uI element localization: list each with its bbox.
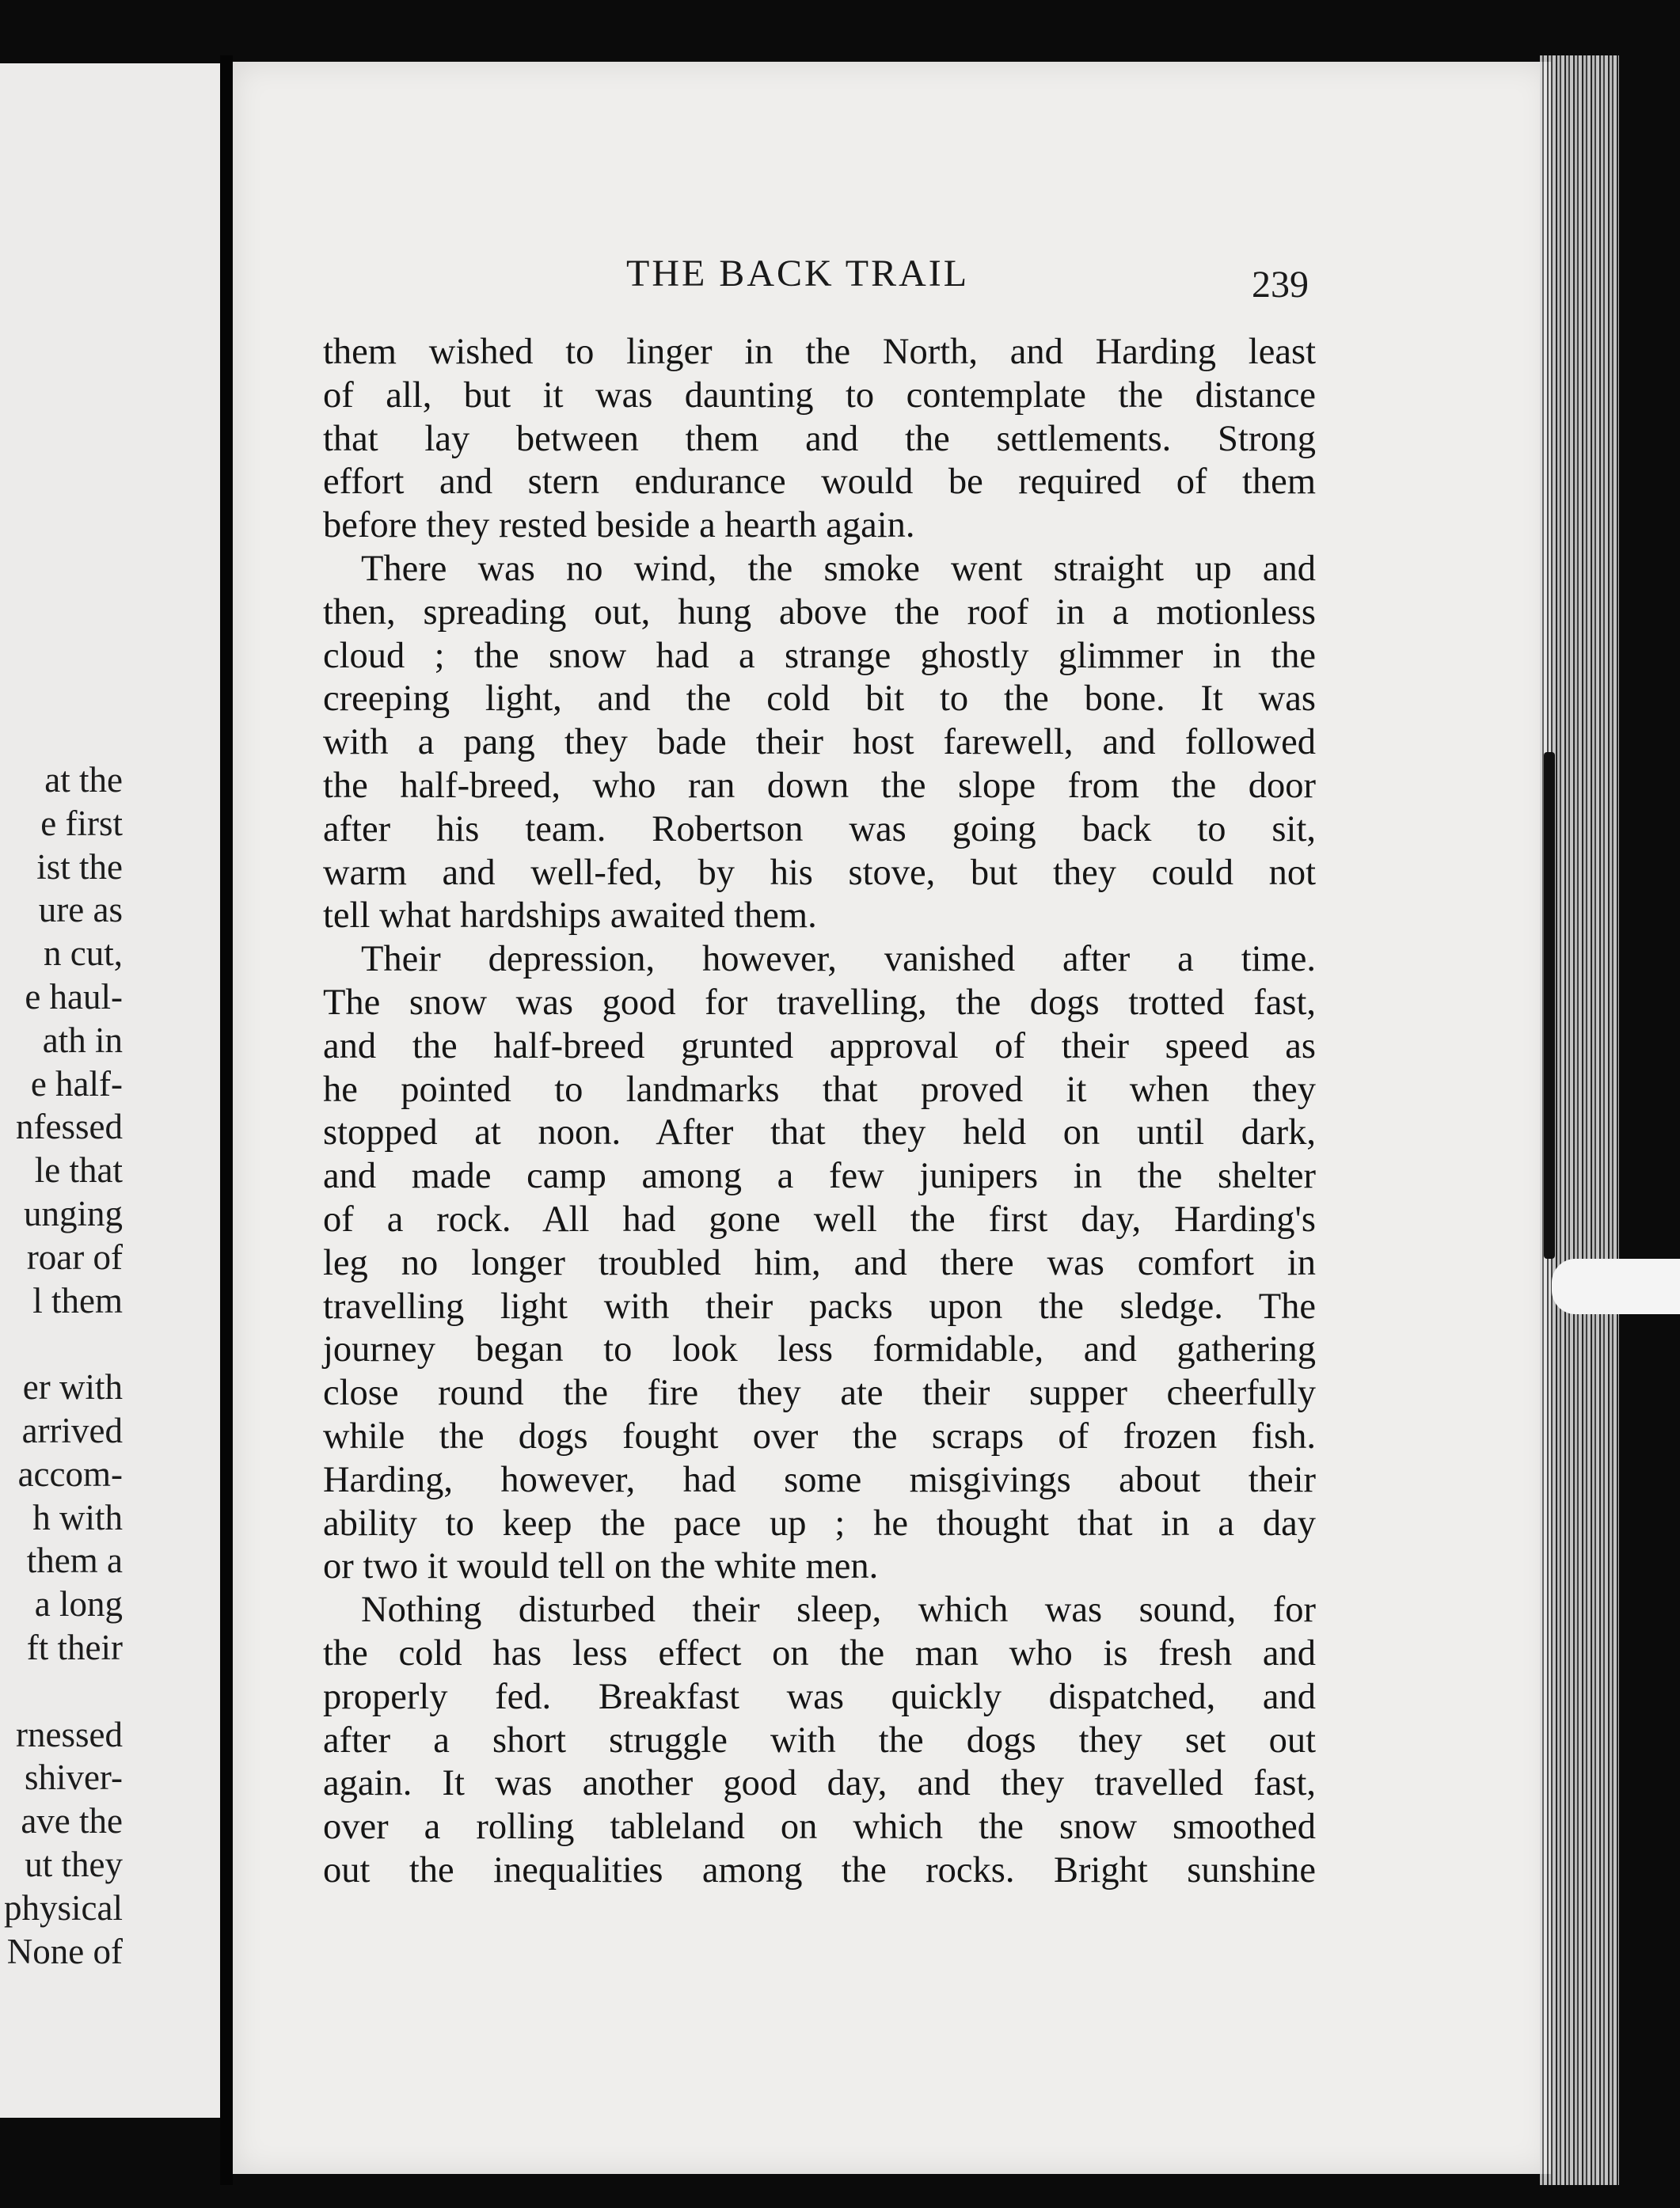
body-line: with a pang they bade their host farewell, and followed: [323, 722, 1316, 763]
left-page-line: e half-: [30, 1063, 123, 1104]
body-line: Their depression, however, vanished after a time.: [361, 939, 1316, 980]
left-page-line: [0, 1322, 123, 1366]
running-head: THE BACK TRAIL: [626, 253, 970, 295]
left-page-line: them a: [26, 1541, 123, 1581]
left-page-line: nfessed: [16, 1107, 123, 1147]
body-line: after his team. Robertson was going back to sit,: [323, 808, 1316, 849]
left-page-line: physical: [4, 1887, 123, 1928]
left-page-line: a long: [34, 1584, 123, 1625]
body-line: of a rock. All had gone well the first day, Harding's: [323, 1199, 1316, 1240]
body-line: the cold has less effect on the man who is fresh and: [323, 1632, 1316, 1674]
left-page-line: n cut,: [44, 933, 123, 974]
page-number: 239: [1252, 264, 1309, 306]
body-line: while the dogs fought over the scraps of frozen fish.: [323, 1416, 1316, 1457]
page-edge-shadow: [1544, 752, 1555, 1259]
body-line: and the half-breed grunted approval of their speed as: [323, 1025, 1316, 1066]
body-line: before they rested beside a hearth again.: [323, 505, 915, 546]
left-page-line: unging: [23, 1193, 123, 1233]
left-page-line: accom-: [17, 1454, 123, 1494]
left-page-line: ath in: [42, 1020, 123, 1060]
body-line: over a rolling tableland on which the snow smoothed: [323, 1807, 1316, 1848]
left-page-line: e first: [40, 803, 123, 843]
body-line: cloud ; the snow had a strange ghostly glimmer in the: [323, 635, 1316, 676]
body-line: after a short struggle with the dogs they set out: [323, 1720, 1316, 1761]
left-page-line: rnessed: [16, 1714, 123, 1754]
body-text: [323, 331, 1316, 1893]
body-line: them wished to linger in the North, and Harding least: [323, 332, 1316, 372]
body-line: There was no wind, the smoke went straight up and: [361, 548, 1316, 589]
left-page-line: ist the: [36, 846, 123, 887]
body-line: The snow was good for travelling, the dogs trotted fast,: [323, 982, 1316, 1023]
body-line: close round the fire they ate their supper cheerfully: [323, 1373, 1316, 1414]
left-page-line: None of: [6, 1931, 123, 1971]
book-gutter: [220, 55, 233, 2185]
body-line: travelling light with their packs upon the sledge. The: [323, 1286, 1316, 1327]
body-line: tell what hardships awaited them.: [323, 895, 817, 937]
left-page-line: shiver-: [24, 1758, 123, 1798]
body-line: properly fed. Breakfast was quickly dispatched, and: [323, 1676, 1316, 1717]
body-line: Nothing disturbed their sleep, which was sound, for: [361, 1590, 1316, 1631]
body-line: the half-breed, who ran down the slope from the door: [323, 765, 1316, 806]
left-page-line: h with: [32, 1497, 123, 1537]
left-page: [0, 63, 220, 2118]
left-page-line: ure as: [38, 890, 123, 930]
body-line: ability to keep the pace up ; he thought that in a day: [323, 1503, 1316, 1544]
body-line: leg no longer troubled him, and there was comfort in: [323, 1242, 1316, 1283]
body-line: again. It was another good day, and they travelled fast,: [323, 1763, 1316, 1804]
left-page-line: er with: [22, 1367, 123, 1408]
body-line: of all, but it was daunting to contemplate the distance: [323, 374, 1316, 416]
body-line: journey began to look less formidable, and gathering: [323, 1329, 1316, 1370]
left-page-line: ut they: [25, 1844, 123, 1884]
body-line: and made camp among a few junipers in the shelter: [323, 1156, 1316, 1197]
left-page-line: l them: [32, 1280, 123, 1321]
body-line: then, spreading out, hung above the roof in a motionless: [323, 591, 1316, 633]
body-line: he pointed to landmarks that proved it when they: [323, 1069, 1316, 1110]
body-line: that lay between them and the settlements. Strong: [323, 418, 1316, 459]
left-page-line: arrived: [21, 1410, 123, 1450]
left-page-line: at the: [44, 760, 123, 800]
left-page-line: e haul-: [25, 976, 123, 1017]
body-line: or two it would tell on the white men.: [323, 1546, 879, 1587]
page-edge-tab: [1552, 1259, 1680, 1314]
left-page-line: [0, 1670, 123, 1713]
body-line: effort and stern endurance would be required of them: [323, 462, 1316, 503]
body-line: stopped at noon. After that they held on until dark,: [323, 1112, 1316, 1153]
body-line: out the inequalities among the rocks. Bright sunshine: [323, 1849, 1316, 1891]
left-page-line: roar of: [26, 1237, 123, 1277]
body-line: warm and well-fed, by his stove, but they could not: [323, 852, 1316, 893]
left-page-text: [0, 758, 123, 1973]
body-line: Harding, however, had some misgivings about their: [323, 1459, 1316, 1500]
left-page-line: le that: [34, 1150, 123, 1191]
body-line: creeping light, and the cold bit to the bone. It was: [323, 678, 1316, 720]
left-page-line: ft their: [26, 1627, 123, 1667]
left-page-line: ave the: [21, 1801, 123, 1841]
